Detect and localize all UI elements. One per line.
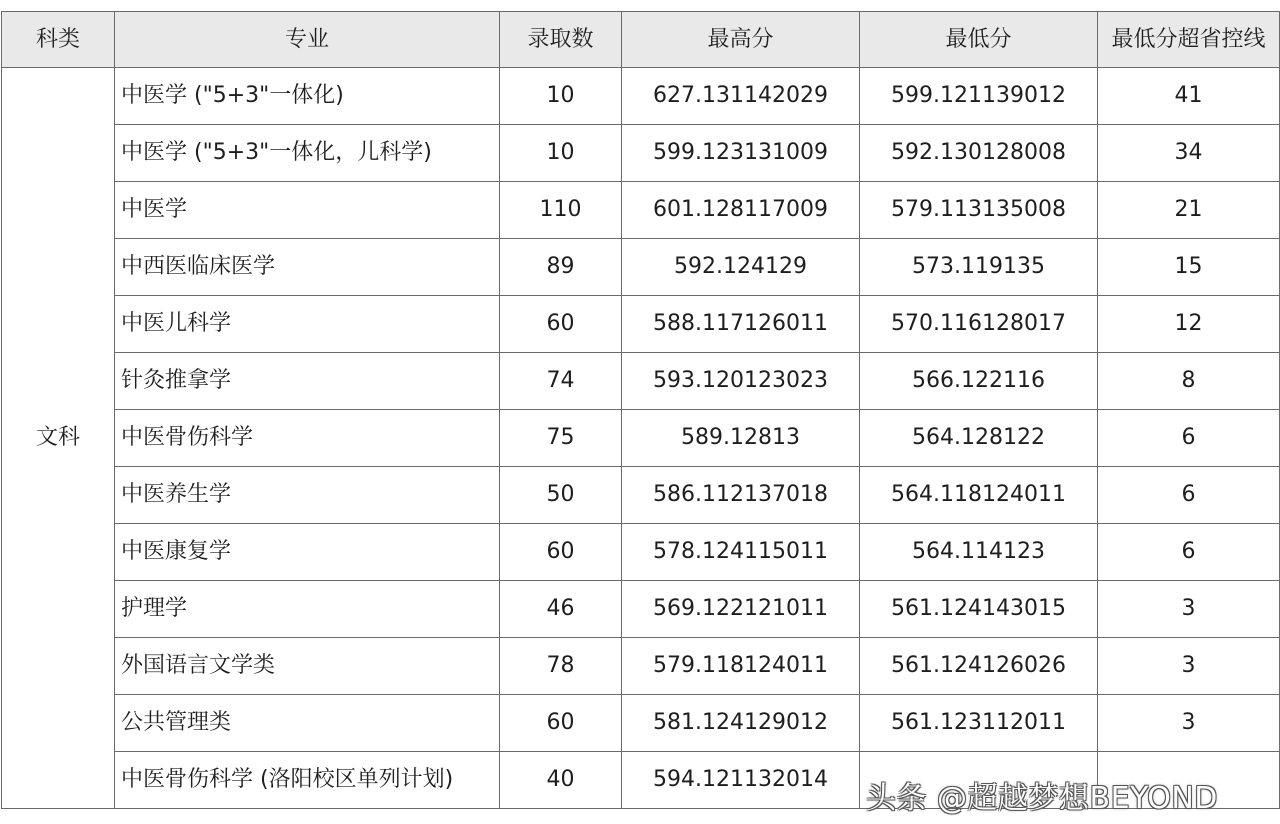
highest-score-cell: 579.118124011 <box>622 638 860 695</box>
admitted-count-cell: 74 <box>500 353 622 410</box>
major-cell: 中医学 ("5+3"一体化，儿科学) <box>115 125 500 182</box>
major-cell: 针灸推拿学 <box>115 353 500 410</box>
above-control-line-cell: 3 <box>1098 695 1280 752</box>
admission-score-table <box>1 11 1280 809</box>
admitted-count-cell: 60 <box>500 524 622 581</box>
highest-score-cell: 586.112137018 <box>622 467 860 524</box>
table-row <box>2 410 1280 467</box>
major-cell: 中医儿科学 <box>115 296 500 353</box>
admitted-count-cell: 89 <box>500 239 622 296</box>
major-cell: 中医骨伤科学 <box>115 410 500 467</box>
header-category: 科类 <box>2 12 115 68</box>
table-row <box>2 125 1280 182</box>
admitted-count-cell: 60 <box>500 296 622 353</box>
lowest-score-cell: 566.122116 <box>860 353 1098 410</box>
admitted-count-cell: 10 <box>500 125 622 182</box>
highest-score-cell: 594.121132014 <box>622 752 860 809</box>
admitted-count-cell: 60 <box>500 695 622 752</box>
above-control-line-cell: 3 <box>1098 581 1280 638</box>
header-admitted-count: 录取数 <box>500 12 622 68</box>
above-control-line-cell: 34 <box>1098 125 1280 182</box>
highest-score-cell: 601.128117009 <box>622 182 860 239</box>
lowest-score-cell: 599.121139012 <box>860 68 1098 125</box>
highest-score-cell: 588.117126011 <box>622 296 860 353</box>
lowest-score-cell: 564.128122 <box>860 410 1098 467</box>
major-cell: 公共管理类 <box>115 695 500 752</box>
admitted-count-cell: 50 <box>500 467 622 524</box>
lowest-score-cell: 564.114123 <box>860 524 1098 581</box>
above-control-line-cell: 6 <box>1098 524 1280 581</box>
table-row <box>2 182 1280 239</box>
major-cell: 中医骨伤科学 (洛阳校区单列计划) <box>115 752 500 809</box>
header-above-control-line: 最低分超省控线 <box>1098 12 1280 68</box>
header-major: 专业 <box>115 12 500 68</box>
watermark <box>866 773 1218 817</box>
major-cell: 外国语言文学类 <box>115 638 500 695</box>
admitted-count-cell: 40 <box>500 752 622 809</box>
major-cell: 中医养生学 <box>115 467 500 524</box>
highest-score-cell: 627.131142029 <box>622 68 860 125</box>
lowest-score-cell: 570.116128017 <box>860 296 1098 353</box>
major-cell: 中西医临床医学 <box>115 239 500 296</box>
highest-score-cell: 581.124129012 <box>622 695 860 752</box>
header-highest-score: 最高分 <box>622 12 860 68</box>
lowest-score-cell: 561.123112011 <box>860 695 1098 752</box>
major-cell: 中医康复学 <box>115 524 500 581</box>
admitted-count-cell: 110 <box>500 182 622 239</box>
major-cell: 护理学 <box>115 581 500 638</box>
lowest-score-cell: 561.124143015 <box>860 581 1098 638</box>
lowest-score-cell: 592.130128008 <box>860 125 1098 182</box>
watermark-text: 头条 @超越梦想BEYOND <box>866 781 1218 816</box>
above-control-line-cell: 8 <box>1098 353 1280 410</box>
above-control-line-cell: 3 <box>1098 638 1280 695</box>
table-body <box>2 68 1280 809</box>
table-row <box>2 296 1280 353</box>
above-control-line-cell: 12 <box>1098 296 1280 353</box>
highest-score-cell: 593.120123023 <box>622 353 860 410</box>
above-control-line-cell: 21 <box>1098 182 1280 239</box>
table-row <box>2 524 1280 581</box>
table-row <box>2 695 1280 752</box>
table-row <box>2 581 1280 638</box>
above-control-line-cell: 6 <box>1098 467 1280 524</box>
table-header <box>2 12 1280 68</box>
above-control-line-cell: 6 <box>1098 410 1280 467</box>
category-cell: 文科 <box>2 68 115 809</box>
highest-score-cell: 578.124115011 <box>622 524 860 581</box>
admitted-count-cell: 10 <box>500 68 622 125</box>
admitted-count-cell: 46 <box>500 581 622 638</box>
table-row <box>2 467 1280 524</box>
highest-score-cell: 592.124129 <box>622 239 860 296</box>
lowest-score-cell: 573.119135 <box>860 239 1098 296</box>
above-control-line-cell: 41 <box>1098 68 1280 125</box>
highest-score-cell: 569.122121011 <box>622 581 860 638</box>
table-row <box>2 68 1280 125</box>
admitted-count-cell: 78 <box>500 638 622 695</box>
lowest-score-cell: 561.124126026 <box>860 638 1098 695</box>
admission-score-sheet <box>0 11 1280 822</box>
header-lowest-score: 最低分 <box>860 12 1098 68</box>
table-row <box>2 638 1280 695</box>
above-control-line-cell: 15 <box>1098 239 1280 296</box>
major-cell: 中医学 ("5+3"一体化) <box>115 68 500 125</box>
lowest-score-cell: 564.118124011 <box>860 467 1098 524</box>
highest-score-cell: 599.123131009 <box>622 125 860 182</box>
table-row <box>2 239 1280 296</box>
lowest-score-cell: 579.113135008 <box>860 182 1098 239</box>
table-row <box>2 353 1280 410</box>
header-row <box>2 12 1280 68</box>
major-cell: 中医学 <box>115 182 500 239</box>
highest-score-cell: 589.12813 <box>622 410 860 467</box>
admitted-count-cell: 75 <box>500 410 622 467</box>
